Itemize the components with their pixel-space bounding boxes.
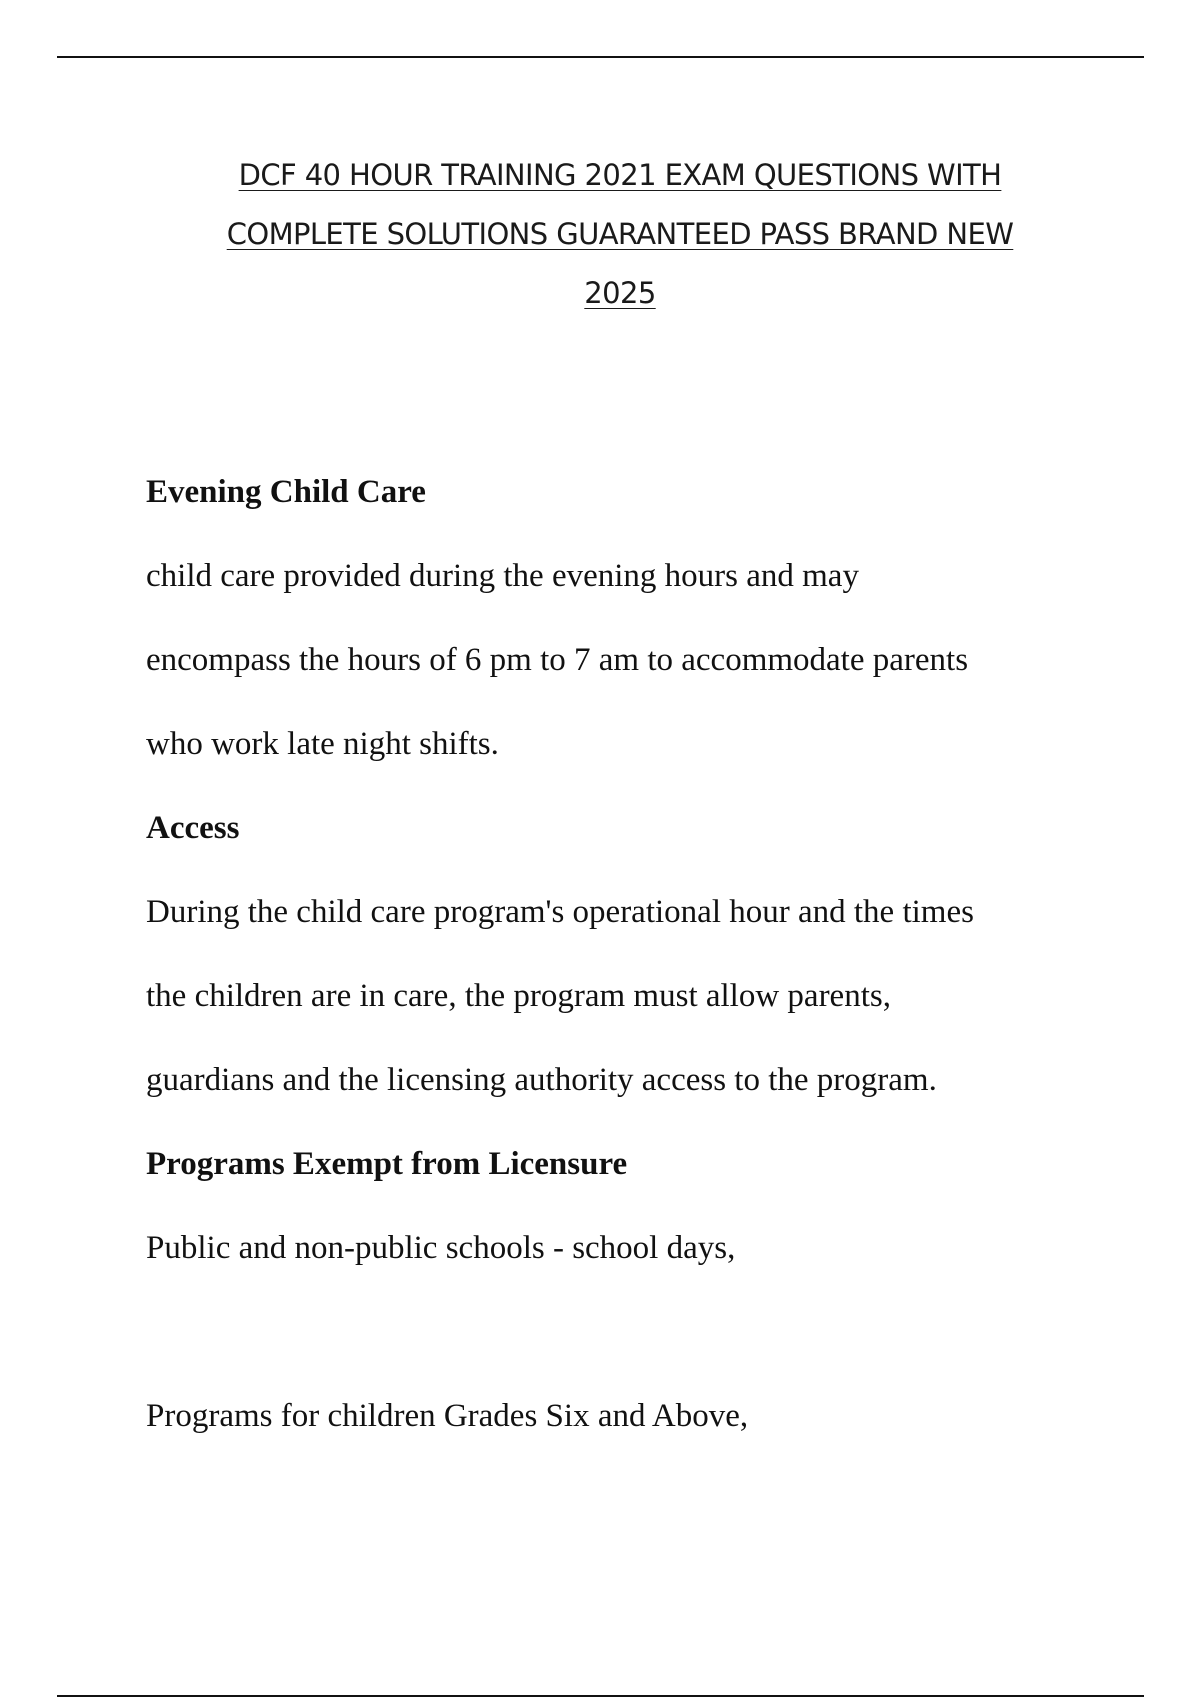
definition-line: who work late night shifts. — [146, 726, 499, 762]
entry-access — [146, 798, 1126, 1134]
title-line: COMPLETE SOLUTIONS GUARANTEED PASS BRAND NEW — [226, 217, 1014, 251]
entry-programs-exempt — [146, 1134, 1126, 1470]
term-heading: Evening Child Care — [146, 474, 426, 510]
paragraph-gap — [146, 1302, 1126, 1386]
title-line: DCF 40 HOUR TRAINING 2021 EXAM QUESTIONS WITH — [238, 158, 1002, 192]
document-title — [120, 146, 1120, 323]
definition-line: During the child care program's operational hour and the times — [146, 894, 974, 930]
title-line: 2025 — [584, 276, 656, 310]
term-heading: Access — [146, 810, 240, 846]
top-rule — [57, 56, 1144, 58]
term-heading: Programs Exempt from Licensure — [146, 1146, 628, 1182]
definition-line: Public and non-public schools - school days, — [146, 1230, 736, 1266]
document-body — [146, 462, 1126, 1470]
entry-evening-child-care — [146, 462, 1126, 798]
definition-line: Programs for children Grades Six and Above, — [146, 1398, 749, 1434]
definition-line: encompass the hours of 6 pm to 7 am to accommodate parents — [146, 642, 969, 678]
definition-line: the children are in care, the program must allow parents, — [146, 978, 891, 1014]
definition-line: guardians and the licensing authority access to the program. — [146, 1062, 937, 1098]
definition-line: child care provided during the evening hours and may — [146, 558, 859, 594]
bottom-rule — [57, 1695, 1144, 1697]
